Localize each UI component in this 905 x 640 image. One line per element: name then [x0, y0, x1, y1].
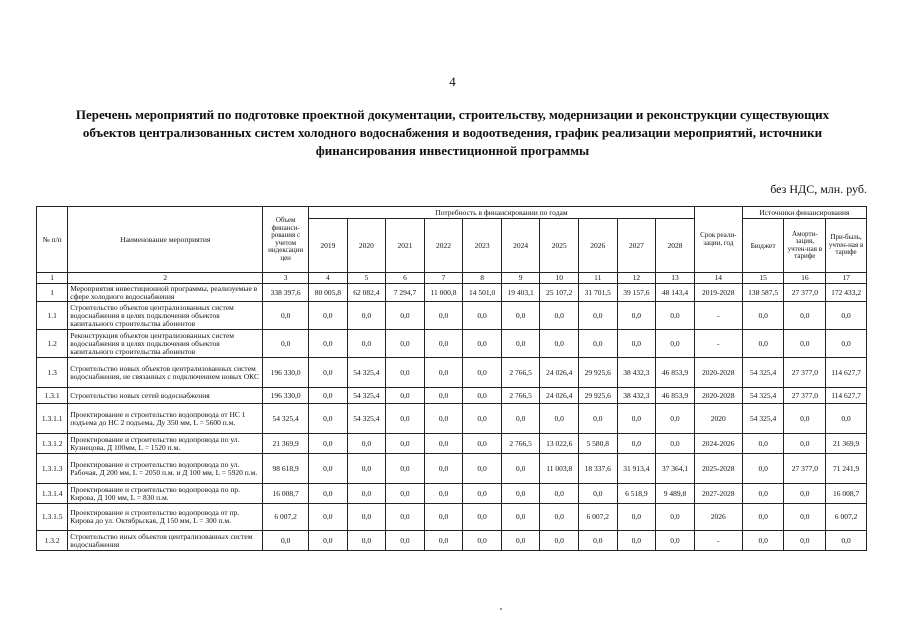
cell-year-value: 0,0 [501, 504, 540, 531]
cell-year-value: 0,0 [463, 358, 502, 388]
cell-amortization: 0,0 [784, 330, 826, 358]
cell-profit: 6 007,2 [826, 504, 867, 531]
cell-year-value: 0,0 [501, 531, 540, 551]
column-number: 16 [784, 273, 826, 284]
cell-profit: 21 369,9 [826, 434, 867, 454]
cell-name: Проектирование и строительство водопровода по пр. Кирова, Д 100 мм, L = 830 п.м. [68, 484, 263, 504]
cell-profit: 16 008,7 [826, 484, 867, 504]
cell-year-value: 54 325,4 [347, 388, 386, 404]
cell-year-value: 5 580,8 [579, 434, 618, 454]
cell-profit: 71 241,9 [826, 454, 867, 484]
header-need-group: Потребность в финансировании по годам [309, 207, 695, 219]
cell-year-value: 0,0 [656, 330, 695, 358]
cell-year-value: 0,0 [386, 454, 425, 484]
cell-year-value: 0,0 [309, 302, 348, 330]
cell-year-value: 46 853,9 [656, 388, 695, 404]
cell-amortization: 27 377,0 [784, 388, 826, 404]
cell-num: 1.3.1.5 [37, 504, 68, 531]
cell-amortization: 0,0 [784, 504, 826, 531]
cell-year-value: 0,0 [656, 404, 695, 434]
cell-year-value: 0,0 [656, 531, 695, 551]
cell-year-value: 0,0 [656, 504, 695, 531]
cell-year-value: 0,0 [617, 504, 656, 531]
cell-year-value: 0,0 [386, 434, 425, 454]
cell-num: 1.3.1 [37, 388, 68, 404]
cell-volume: 98 618,9 [263, 454, 309, 484]
cell-term: - [694, 531, 742, 551]
header-year: 2027 [617, 219, 656, 273]
cell-year-value: 0,0 [347, 531, 386, 551]
table-row [37, 434, 867, 454]
cell-year-value: 29 925,6 [579, 388, 618, 404]
cell-num: 1.2 [37, 330, 68, 358]
cell-year-value: 6 007,2 [579, 504, 618, 531]
cell-volume: 0,0 [263, 330, 309, 358]
cell-year-value: 0,0 [424, 404, 463, 434]
cell-year-value: 0,0 [309, 330, 348, 358]
cell-num: 1.3 [37, 358, 68, 388]
cell-year-value: 0,0 [347, 484, 386, 504]
cell-name: Реконструкция объектов централизованных систем водоснабжения в целях подключения объектов капитального строительства абонентов [68, 330, 263, 358]
cell-name: Строительство новых сетей водоснабжения [68, 388, 263, 404]
cell-year-value: 0,0 [579, 330, 618, 358]
cell-year-value: 0,0 [386, 330, 425, 358]
cell-year-value: 0,0 [347, 454, 386, 484]
cell-year-value: 0,0 [540, 531, 579, 551]
cell-year-value: 0,0 [501, 330, 540, 358]
column-number: 8 [463, 273, 502, 284]
cell-year-value: 0,0 [501, 454, 540, 484]
cell-year-value: 0,0 [386, 388, 425, 404]
cell-year-value: 0,0 [309, 358, 348, 388]
cell-year-value: 0,0 [424, 388, 463, 404]
cell-year-value: 0,0 [617, 404, 656, 434]
cell-year-value: 24 026,4 [540, 388, 579, 404]
column-number: 12 [617, 273, 656, 284]
cell-year-value: 0,0 [386, 531, 425, 551]
cell-year-value: 11 000,8 [424, 284, 463, 302]
cell-year-value: 0,0 [386, 404, 425, 434]
header-term: Срок реали-зации, год [694, 207, 742, 273]
cell-year-value: 0,0 [424, 484, 463, 504]
cell-year-value: 37 364,1 [656, 454, 695, 484]
cell-year-value: 0,0 [309, 434, 348, 454]
cell-budget: 0,0 [742, 454, 784, 484]
cell-year-value: 0,0 [424, 330, 463, 358]
cell-year-value: 18 337,6 [579, 454, 618, 484]
header-year: 2022 [424, 219, 463, 273]
cell-amortization: 0,0 [784, 531, 826, 551]
header-profit: При-быль, учтен-ная в тарифе [826, 219, 867, 273]
cell-year-value: 14 501,0 [463, 284, 502, 302]
cell-year-value: 13 022,6 [540, 434, 579, 454]
column-number: 5 [347, 273, 386, 284]
cell-volume: 338 397,6 [263, 284, 309, 302]
cell-year-value: 2 766,5 [501, 388, 540, 404]
table-row [37, 484, 867, 504]
cell-year-value: 38 432,3 [617, 388, 656, 404]
page-number: 4 [449, 74, 456, 89]
cell-year-value: 0,0 [309, 388, 348, 404]
cell-year-value: 62 082,4 [347, 284, 386, 302]
cell-year-value: 0,0 [579, 302, 618, 330]
cell-year-value: 0,0 [463, 484, 502, 504]
cell-year-value: 46 853,9 [656, 358, 695, 388]
cell-year-value: 0,0 [540, 330, 579, 358]
cell-year-value: 0,0 [347, 434, 386, 454]
header-year: 2020 [347, 219, 386, 273]
cell-name: Проектирование и строительство водопровода по ул. Кузнецова, Д 100мм, L = 1520 п.м. [68, 434, 263, 454]
cell-year-value: 0,0 [540, 302, 579, 330]
cell-year-value: 39 157,6 [617, 284, 656, 302]
cell-year-value: 0,0 [463, 404, 502, 434]
cell-name: Проектирование и строительство водопровода от пр. Кирова до ул. Октябрьская, Д 150 мм, L = 300 п.м. [68, 504, 263, 531]
cell-year-value: 0,0 [386, 484, 425, 504]
cell-amortization: 0,0 [784, 484, 826, 504]
scan-dot [500, 608, 502, 610]
header-volume: Объем финанси-рования с учетом индексации цен [263, 207, 309, 273]
cell-budget: 0,0 [742, 531, 784, 551]
header-budget: Бюджет [742, 219, 784, 273]
header-year: 2021 [386, 219, 425, 273]
cell-amortization: 27 377,0 [784, 454, 826, 484]
cell-year-value: 19 403,1 [501, 284, 540, 302]
cell-num: 1.1 [37, 302, 68, 330]
cell-year-value: 0,0 [309, 504, 348, 531]
column-number: 13 [656, 273, 695, 284]
cell-year-value: 0,0 [309, 404, 348, 434]
cell-year-value: 29 925,6 [579, 358, 618, 388]
cell-volume: 21 369,9 [263, 434, 309, 454]
cell-year-value: 0,0 [424, 454, 463, 484]
cell-budget: 54 325,4 [742, 358, 784, 388]
cell-year-value: 0,0 [347, 330, 386, 358]
cell-budget: 54 325,4 [742, 388, 784, 404]
cell-budget: 138 587,5 [742, 284, 784, 302]
cell-term: 2025-2028 [694, 454, 742, 484]
cell-year-value: 0,0 [424, 358, 463, 388]
column-number: 4 [309, 273, 348, 284]
cell-year-value: 0,0 [386, 504, 425, 531]
cell-term: 2026 [694, 504, 742, 531]
cell-amortization: 0,0 [784, 434, 826, 454]
cell-num: 1.3.2 [37, 531, 68, 551]
cell-term: - [694, 302, 742, 330]
cell-name: Строительство объектов централизованных систем водоснабжения в целях подключения объектов капитального строительства абонентов [68, 302, 263, 330]
header-amortization: Аморти-зация, учтен-ная в тарифе [784, 219, 826, 273]
cell-volume: 16 008,7 [263, 484, 309, 504]
cell-num: 1.3.1.3 [37, 454, 68, 484]
cell-year-value: 0,0 [309, 454, 348, 484]
cell-year-value: 0,0 [656, 434, 695, 454]
cell-year-value: 31 913,4 [617, 454, 656, 484]
cell-year-value: 54 325,4 [347, 358, 386, 388]
cell-name: Строительство иных объектов централизованных систем водоснабжения [68, 531, 263, 551]
cell-year-value: 0,0 [424, 531, 463, 551]
cell-year-value: 2 766,5 [501, 434, 540, 454]
cell-budget: 0,0 [742, 302, 784, 330]
cell-year-value: 31 701,5 [579, 284, 618, 302]
cell-profit: 0,0 [826, 330, 867, 358]
cell-year-value: 0,0 [424, 302, 463, 330]
cell-amortization: 27 377,0 [784, 358, 826, 388]
cell-year-value: 0,0 [540, 404, 579, 434]
document-title: Перечень мероприятий по подготовке проектной документации, строительству, модернизации и реконструкции существующих объектов централизованных систем холодного водоснабжения и водоотведения, график реализации мероприятий, источники финансирования инвестиционной программы [75, 107, 830, 158]
column-number: 6 [386, 273, 425, 284]
cell-year-value: 25 107,2 [540, 284, 579, 302]
header-year: 2026 [579, 219, 618, 273]
cell-term: 2027-2028 [694, 484, 742, 504]
cell-year-value: 0,0 [579, 484, 618, 504]
cell-year-value: 0,0 [463, 454, 502, 484]
cell-year-value: 0,0 [463, 504, 502, 531]
cell-term: 2024-2026 [694, 434, 742, 454]
cell-term: 2019-2028 [694, 284, 742, 302]
cell-budget: 0,0 [742, 330, 784, 358]
cell-year-value: 0,0 [347, 504, 386, 531]
cell-year-value: 38 432,3 [617, 358, 656, 388]
column-number: 11 [579, 273, 618, 284]
header-name: Наименование мероприятия [68, 207, 263, 273]
cell-year-value: 0,0 [579, 404, 618, 434]
cell-num: 1.3.1.4 [37, 484, 68, 504]
cell-year-value: 0,0 [424, 434, 463, 454]
header-year: 2025 [540, 219, 579, 273]
cell-name: Строительство новых объектов централизованных систем водоснабжения, не связанных с подключением новых ОКС [68, 358, 263, 388]
cell-year-value: 54 325,4 [347, 404, 386, 434]
cell-year-value: 0,0 [501, 302, 540, 330]
column-number: 14 [694, 273, 742, 284]
column-number: 10 [540, 273, 579, 284]
cell-volume: 196 330,0 [263, 388, 309, 404]
cell-term: 2020-2028 [694, 388, 742, 404]
cell-volume: 54 325,4 [263, 404, 309, 434]
cell-budget: 54 325,4 [742, 404, 784, 434]
cell-year-value: 0,0 [347, 302, 386, 330]
table-row [37, 330, 867, 358]
cell-term: - [694, 330, 742, 358]
header-year: 2028 [656, 219, 695, 273]
cell-profit: 172 433,2 [826, 284, 867, 302]
cell-year-value: 0,0 [617, 330, 656, 358]
cell-volume: 0,0 [263, 302, 309, 330]
header-year: 2024 [501, 219, 540, 273]
cell-name: Мероприятия инвестиционной программы, реализуемые в сфере холодного водоснабжения [68, 284, 263, 302]
table-row [37, 504, 867, 531]
cell-year-value: 0,0 [501, 484, 540, 504]
header-num: № п/п [37, 207, 68, 273]
cell-year-value: 0,0 [540, 484, 579, 504]
cell-amortization: 0,0 [784, 302, 826, 330]
cell-term: 2020-2028 [694, 358, 742, 388]
cell-year-value: 0,0 [501, 404, 540, 434]
table-row [37, 388, 867, 404]
cell-year-value: 0,0 [386, 302, 425, 330]
unit-note: без НДС, млн. руб. [770, 182, 867, 196]
cell-year-value: 0,0 [617, 531, 656, 551]
cell-year-value: 0,0 [424, 504, 463, 531]
cell-year-value: 0,0 [617, 434, 656, 454]
cell-year-value: 48 143,4 [656, 284, 695, 302]
header-sources-group: Источники финансирования [742, 207, 866, 219]
header-year: 2023 [463, 219, 502, 273]
column-number: 17 [826, 273, 867, 284]
column-number: 15 [742, 273, 784, 284]
cell-year-value: 7 294,7 [386, 284, 425, 302]
cell-year-value: 0,0 [540, 504, 579, 531]
column-numbers-row [37, 273, 867, 284]
cell-year-value: 0,0 [463, 330, 502, 358]
column-number: 9 [501, 273, 540, 284]
cell-name: Проектирование и строительство водопровода по ул. Рабочая, Д 200 мм, L = 2050 п.м. и Д 100 мм, L = 5920 п.м. [68, 454, 263, 484]
cell-year-value: 11 003,8 [540, 454, 579, 484]
cell-year-value: 0,0 [463, 434, 502, 454]
cell-name: Проектирование и строительство водопровода от НС 1 подъема до НС 2 подъема, Ду 350 мм, L = 5600 п.м. [68, 404, 263, 434]
cell-year-value: 0,0 [463, 531, 502, 551]
column-number: 7 [424, 273, 463, 284]
cell-num: 1 [37, 284, 68, 302]
table-row [37, 454, 867, 484]
cell-num: 1.3.1.2 [37, 434, 68, 454]
cell-profit: 0,0 [826, 302, 867, 330]
cell-year-value: 0,0 [463, 388, 502, 404]
cell-year-value: 9 489,8 [656, 484, 695, 504]
column-number: 2 [68, 273, 263, 284]
cell-volume: 0,0 [263, 531, 309, 551]
investment-table [36, 206, 867, 551]
table-row [37, 358, 867, 388]
cell-volume: 6 007,2 [263, 504, 309, 531]
column-number: 1 [37, 273, 68, 284]
table-row [37, 404, 867, 434]
cell-profit: 114 627,7 [826, 358, 867, 388]
header-year: 2019 [309, 219, 348, 273]
table-row [37, 284, 867, 302]
cell-volume: 196 330,0 [263, 358, 309, 388]
cell-budget: 0,0 [742, 504, 784, 531]
cell-year-value: 2 766,5 [501, 358, 540, 388]
cell-year-value: 0,0 [656, 302, 695, 330]
table-row [37, 302, 867, 330]
cell-year-value: 0,0 [309, 484, 348, 504]
cell-budget: 0,0 [742, 484, 784, 504]
cell-profit: 0,0 [826, 531, 867, 551]
cell-year-value: 6 518,9 [617, 484, 656, 504]
cell-year-value: 0,0 [579, 531, 618, 551]
cell-year-value: 0,0 [463, 302, 502, 330]
column-number: 3 [263, 273, 309, 284]
cell-year-value: 0,0 [386, 358, 425, 388]
cell-term: 2020 [694, 404, 742, 434]
cell-year-value: 24 026,4 [540, 358, 579, 388]
cell-year-value: 80 005,8 [309, 284, 348, 302]
cell-amortization: 27 377,0 [784, 284, 826, 302]
cell-profit: 0,0 [826, 404, 867, 434]
cell-year-value: 0,0 [309, 531, 348, 551]
cell-num: 1.3.1.1 [37, 404, 68, 434]
cell-profit: 114 627,7 [826, 388, 867, 404]
cell-year-value: 0,0 [617, 302, 656, 330]
cell-amortization: 0,0 [784, 404, 826, 434]
table-row [37, 531, 867, 551]
cell-budget: 0,0 [742, 434, 784, 454]
